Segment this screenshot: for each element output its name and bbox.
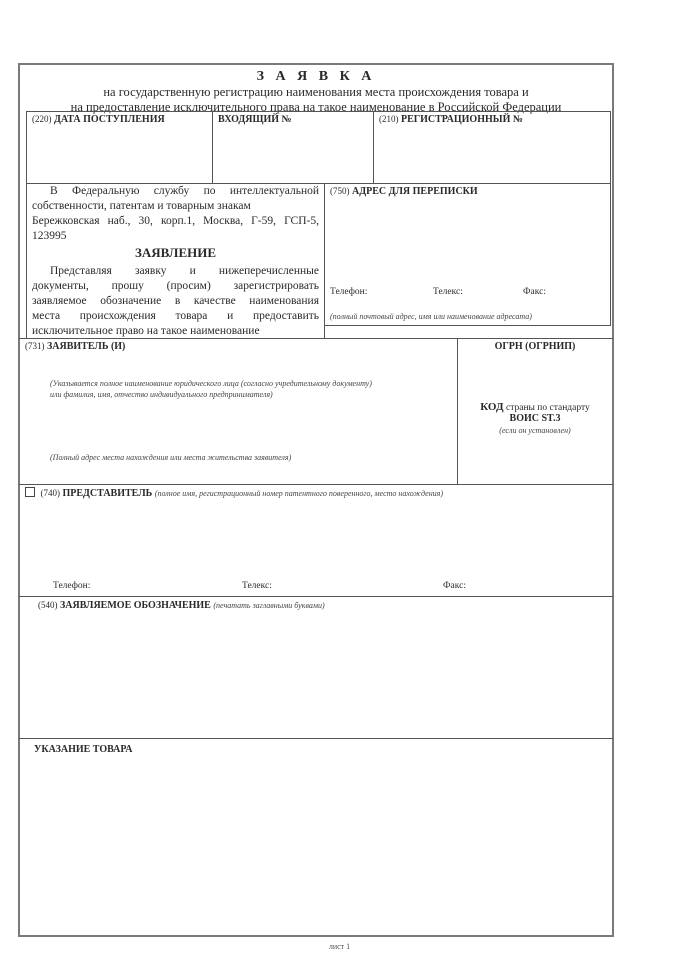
- registration-number-code: (210): [379, 114, 399, 124]
- applicant-code: (731): [25, 341, 45, 351]
- registration-number-label: РЕГИСТРАЦИОННЫЙ №: [401, 114, 523, 125]
- country-code-label: КОД: [480, 401, 504, 413]
- receipt-date-code: (220): [32, 114, 52, 124]
- wipo-hint: (если он установлен): [499, 426, 571, 435]
- goods-label: УКАЗАНИЕ ТОВАРА: [34, 744, 133, 755]
- statement-line4: места происхождения товара и предоставить: [32, 310, 319, 322]
- representative-label: ПРЕДСТАВИТЕЛЬ: [62, 488, 153, 499]
- correspondence-telex-label: Телекс:: [433, 287, 463, 297]
- representative-code: (740): [40, 488, 60, 498]
- representative-phone-label: Телефон:: [53, 581, 91, 591]
- statement-line3: заявляемое обозначение в качестве наименования: [32, 295, 319, 307]
- correspondence-hint: (полный почтовый адрес, имя или наименование адресата): [330, 312, 532, 321]
- correspondence-phone-label: Телефон:: [330, 287, 368, 297]
- designation-field[interactable]: [18, 596, 614, 739]
- ogrn-label: ОГРН (ОГРНИП): [494, 341, 576, 352]
- goods-field[interactable]: [18, 738, 614, 937]
- applicant-address-hint: (Полный адрес места нахождения или места жительства заявителя): [50, 453, 292, 462]
- addressee-line2: собственности, патентам и товарным знакам: [32, 200, 251, 212]
- correspondence-code: (750): [330, 186, 350, 196]
- registration-number-field[interactable]: [373, 111, 611, 184]
- applicant-hint-line1: (Указывается полное наименование юридического лица (согласно учредительному документу): [50, 379, 372, 388]
- addressee-line1: В Федеральную службу по интеллектуальной: [50, 185, 319, 197]
- representative-hint: (полное имя, регистрационный номер патентного поверенного, место нахождения): [154, 489, 444, 498]
- representative-telex-label: Телекс:: [242, 581, 272, 591]
- representative-field[interactable]: [18, 484, 614, 597]
- incoming-number-label: ВХОДЯЩИЙ №: [218, 114, 292, 125]
- representative-fax-label: Факс:: [443, 581, 466, 591]
- correspondence-label: АДРЕС ДЛЯ ПЕРЕПИСКИ: [352, 186, 478, 197]
- statement-line2: документы, прошу (просим) зарегистрировать: [32, 280, 319, 292]
- page-number: лист 1: [328, 942, 351, 951]
- receipt-date-field[interactable]: [26, 111, 213, 184]
- applicant-label: ЗАЯВИТЕЛЬ (И): [47, 341, 126, 352]
- correspondence-fax-label: Факс:: [523, 287, 546, 297]
- form-subtitle-line2: на предоставление исключительного права на такое наименование в Российской Федерации: [70, 100, 562, 114]
- form-subtitle-line1: на государственную регистрацию наименования места происхождения товара и: [103, 85, 529, 99]
- receipt-date-label: ДАТА ПОСТУПЛЕНИЯ: [54, 114, 165, 125]
- addressee-block: [26, 183, 325, 339]
- designation-code: (540): [38, 600, 58, 610]
- addressee-line3: Бережковская наб., 30, корп.1, Москва, Г-59, ГСП-5,: [32, 215, 319, 227]
- wipo-standard-label: ВОИС ST.3: [509, 413, 561, 424]
- incoming-number-field[interactable]: [212, 111, 374, 184]
- correspondence-address-field[interactable]: [324, 183, 611, 326]
- addressee-line4: 123995: [32, 230, 67, 242]
- form-title: З А Я В К А: [256, 69, 376, 84]
- statement-line5: исключительное право на такое наименование: [32, 325, 260, 337]
- representative-checkbox[interactable]: [25, 487, 35, 497]
- designation-hint: (печатать заглавными буквами): [213, 601, 325, 610]
- ogrn-field[interactable]: [457, 338, 614, 485]
- applicant-field[interactable]: [18, 338, 458, 485]
- applicant-hint-line2: или фамилия, имя, отчество индивидуального предпринимателя): [50, 390, 273, 399]
- statement-line1: Представляя заявку и нижеперечисленные: [50, 265, 319, 277]
- designation-label: ЗАЯВЛЯЕМОЕ ОБОЗНАЧЕНИЕ: [60, 600, 211, 611]
- statement-title: ЗАЯВЛЕНИЕ: [134, 245, 217, 260]
- country-code-text: страны по стандарту: [506, 403, 590, 413]
